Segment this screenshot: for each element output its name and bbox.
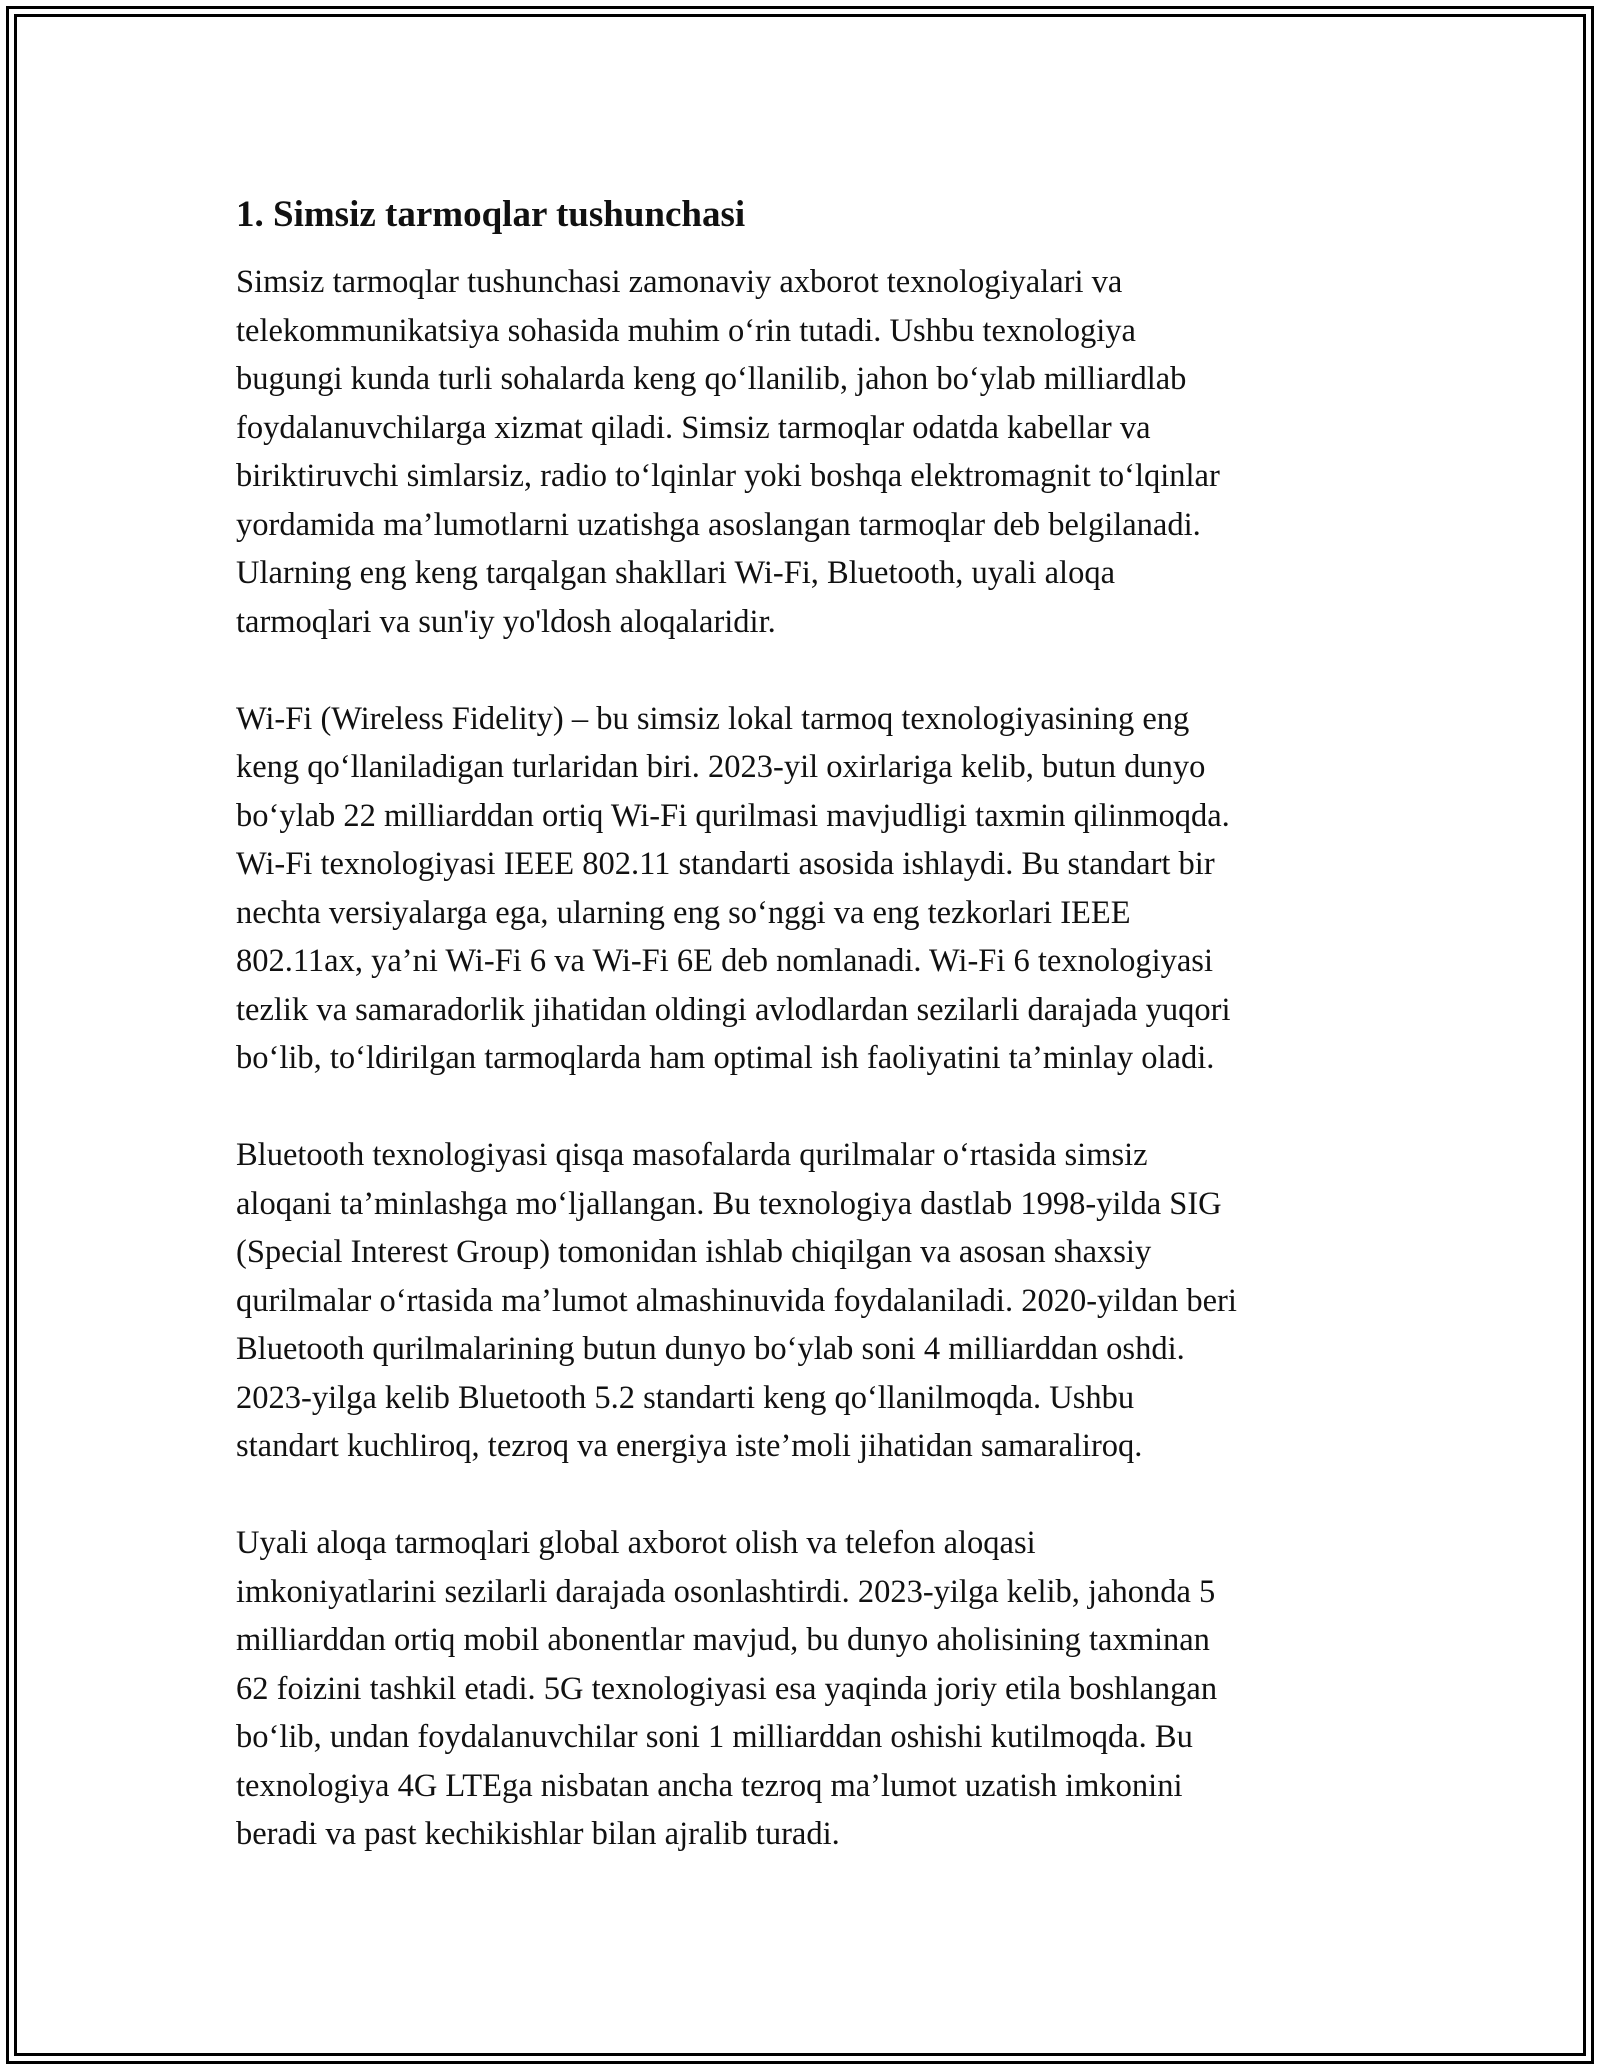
text-line: texnologiya 4G LTEga nisbatan ancha tezroq ma’lumot uzatish imkonini [236, 1767, 1183, 1804]
text-line: aloqani ta’minlashga mo‘ljallangan. Bu texnologiya dastlab 1998-yilda SIG [236, 1185, 1222, 1222]
text-line: Wi-Fi (Wireless Fidelity) – bu simsiz lokal tarmoq texnologiyasining eng [236, 700, 1190, 737]
paragraph-wifi [236, 695, 1396, 1083]
paragraph-cellular [236, 1519, 1396, 1859]
text-line: keng qo‘llaniladigan turlaridan biri. 2023-yil oxirlariga kelib, butun dunyo [236, 749, 1206, 785]
text-line: Simsiz tarmoqlar tushunchasi zamonaviy axborot texnologiyalari va [236, 264, 1123, 300]
text-line: imkoniyatlarini sezilarli darajada osonlashtirdi. 2023-yilga kelib, jahonda 5 [236, 1573, 1216, 1610]
text-line: 2023-yilga kelib Bluetooth 5.2 standarti keng qo‘llanilmoqda. Ushbu [236, 1379, 1135, 1416]
text-line: Wi-Fi texnologiyasi IEEE 802.11 standarti asosida ishlaydi. Bu standart bir [236, 846, 1215, 882]
text-line: beradi va past kechikishlar bilan ajralib turadi. [236, 1816, 840, 1852]
text-line: (Special Interest Group) tomonidan ishlab chiqilgan va asosan shaxsiy [236, 1234, 1152, 1270]
text-line: Bluetooth texnologiyasi qisqa masofalarda qurilmalar o‘rtasida simsiz [236, 1137, 1148, 1173]
text-line: telekommunikatsiya sohasida muhim o‘rin tutadi. Ushbu texnologiya [236, 312, 1136, 349]
text-line: Uyali aloqa tarmoqlari global axborot olish va telefon aloqasi [236, 1525, 1036, 1561]
text-line: Ularning eng keng tarqalgan shakllari Wi-Fi, Bluetooth, uyali aloqa [236, 555, 1115, 591]
text-line: 62 foizini tashkil etadi. 5G texnologiyasi esa yaqinda joriy etila boshlangan [236, 1670, 1218, 1707]
text-line: tarmoqlari va sun'iy yo'ldosh aloqalaridir. [236, 603, 776, 640]
text-line: bugungi kunda turli sohalarda keng qo‘llanilib, jahon bo‘ylab milliardlab [236, 361, 1187, 397]
paragraph-bluetooth [236, 1131, 1396, 1471]
text-line: qurilmalar o‘rtasida ma’lumot almashinuvida foydalaniladi. 2020-yildan beri [236, 1282, 1237, 1319]
text-line: milliarddan ortiq mobil abonentlar mavjud, bu dunyo aholisining taxminan [236, 1622, 1210, 1658]
section-heading: 1. Simsiz tarmoqlar tushunchasi [236, 194, 746, 235]
text-line: nechta versiyalarga ega, ularning eng so‘nggi va eng tezkorlari IEEE [236, 894, 1131, 931]
text-line: standart kuchliroq, tezroq va energiya iste’moli jihatidan samaraliroq. [236, 1428, 1143, 1464]
text-line: bo‘lib, undan foydalanuvchilar soni 1 milliarddan oshishi kutilmoqda. Bu [236, 1719, 1193, 1755]
text-line: foydalanuvchilarga xizmat qiladi. Simsiz tarmoqlar odatda kabellar va [236, 409, 1151, 446]
text-line: yordamida ma’lumotlarni uzatishga asoslangan tarmoqlar deb belgilanadi. [236, 506, 1201, 543]
text-line: tezlik va samaradorlik jihatidan oldingi avlodlardan sezilarli darajada yuqori [236, 991, 1231, 1028]
paragraph-intro [236, 258, 1396, 646]
text-line: Bluetooth qurilmalarining butun dunyo bo‘ylab soni 4 milliarddan oshdi. [236, 1331, 1185, 1367]
text-line: bo‘ylab 22 milliarddan ortiq Wi-Fi qurilmasi mavjudligi taxmin qilinmoqda. [236, 797, 1230, 834]
document-body [236, 190, 1396, 1907]
text-line: 802.11ax, ya’ni Wi-Fi 6 va Wi-Fi 6E deb nomlanadi. Wi-Fi 6 texnologiyasi [236, 943, 1213, 979]
text-line: bo‘lib, to‘ldirilgan tarmoqlarda ham optimal ish faoliyatini ta’minlay oladi. [236, 1040, 1215, 1076]
text-line: biriktiruvchi simlarsiz, radio to‘lqinlar yoki boshqa elektromagnit to‘lqinlar [236, 458, 1220, 494]
